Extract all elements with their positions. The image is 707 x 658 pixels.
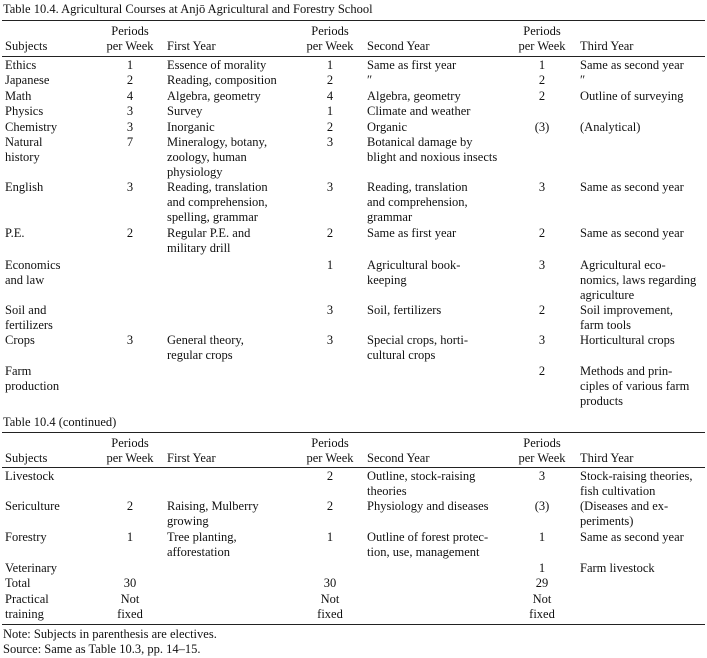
first-year-cell: Essence of morality [167,58,267,72]
periods-cell: 1 [326,258,334,272]
first-year-cell: Algebra, geometry [167,89,261,103]
first-year-cell: Regular P.E. and military drill [167,226,251,255]
periods-cell: 3 [326,135,334,149]
table-top-rule [2,20,705,21]
periods-cell: (3) [534,120,550,134]
subject-cell: Physics [5,104,44,118]
first-year-cell: Raising, Mulberry growing [167,499,259,528]
third-year-cell: ″ [580,73,586,87]
second-year-cell: Physiology and diseases [367,499,489,513]
third-year-cell: (Diseases and ex- periments) [580,499,669,528]
periods-cell: Not fixed [529,592,555,621]
header-second-year: Second Year [367,451,430,465]
periods-cell: 4 [326,89,334,103]
second-year-cell: Same as first year [367,226,457,240]
header-periods-first: Periods per Week [106,436,154,465]
second-year-cell: Same as first year [367,58,457,72]
header-periods-second: Periods per Week [306,436,354,465]
periods-cell: 3 [326,303,334,317]
subject-cell: Japanese [5,73,50,87]
header-subjects: Subjects [5,451,48,465]
periods-cell: 2 [326,469,334,483]
table-source: Source: Same as Table 10.3, pp. 14–15. [3,642,201,656]
periods-cell: 1 [126,58,134,72]
periods-cell: 3 [126,180,134,194]
periods-cell: 1 [326,530,334,544]
periods-cell: 3 [126,333,134,347]
first-year-cell: Inorganic [167,120,215,134]
second-year-cell: Agricultural book- keeping [367,258,461,287]
header-first-year: First Year [167,451,216,465]
periods-cell: 3 [326,180,334,194]
periods-cell: 1 [326,58,334,72]
third-year-cell: Same as second year [580,180,684,194]
header-bottom-rule [2,56,705,57]
header-periods-third: Periods per Week [518,24,566,53]
periods-cell: 3 [538,258,546,272]
first-year-cell: General theory, regular crops [167,333,244,362]
periods-cell: 2 [538,226,546,240]
third-year-cell: Agricultural eco- nomics, laws regarding agriculture [580,258,697,302]
periods-cell: 29 [535,576,549,590]
periods-cell: 3 [126,104,134,118]
second-year-cell: Outline, stock-raising theories [367,469,476,498]
table2-header-bottom-rule [2,467,705,468]
periods-cell: 3 [326,333,334,347]
periods-cell: (3) [534,499,550,513]
third-year-cell: Farm livestock [580,561,655,575]
periods-cell: 2 [326,226,334,240]
periods-cell: 2 [538,303,546,317]
subject-cell: Chemistry [5,120,58,134]
first-year-cell: Reading, composition [167,73,277,87]
periods-cell: 1 [326,104,334,118]
third-year-cell: Outline of surveying [580,89,684,103]
header-periods-first: Periods per Week [106,24,154,53]
subject-cell: Farm production [5,364,60,393]
periods-cell: 1 [538,561,546,575]
subject-cell: Ethics [5,58,37,72]
periods-cell: 2 [538,364,546,378]
first-year-cell: Survey [167,104,203,118]
header-periods-second: Periods per Week [306,24,354,53]
periods-cell: 4 [126,89,134,103]
subject-cell: Economics and law [5,258,61,287]
first-year-cell: Tree planting, afforestation [167,530,237,559]
periods-cell: 3 [538,469,546,483]
table2-top-rule [2,432,705,433]
third-year-cell: Same as second year [580,530,684,544]
header-third-year: Third Year [580,451,634,465]
subject-cell: Livestock [5,469,55,483]
periods-cell: 3 [538,180,546,194]
periods-cell: 2 [126,499,134,513]
second-year-cell: Climate and weather [367,104,471,118]
periods-cell: 1 [126,530,134,544]
periods-cell: 2 [538,89,546,103]
third-year-cell: Horticultural crops [580,333,675,347]
periods-cell: 30 [323,576,337,590]
header-periods-third: Periods per Week [518,436,566,465]
second-year-cell: ″ [367,73,373,87]
table-caption: Table 10.4. Agricultural Courses at Anjō Agricultural and Forestry School [3,2,373,16]
subject-cell: Crops [5,333,35,347]
third-year-cell: Same as second year [580,226,684,240]
periods-cell: 1 [538,58,546,72]
periods-cell: 2 [126,226,134,240]
periods-cell: 3 [126,120,134,134]
header-first-year: First Year [167,39,216,53]
third-year-cell: (Analytical) [580,120,641,134]
second-year-cell: Soil, fertilizers [367,303,442,317]
third-year-cell: Soil improvement, farm tools [580,303,674,332]
first-year-cell: Reading, translation and comprehension, spelling, grammar [167,180,268,224]
periods-cell: 7 [126,135,134,149]
first-year-cell: Mineralogy, botany, zoology, human physiology [167,135,268,179]
periods-cell: 1 [538,530,546,544]
second-year-cell: Reading, translation and comprehension, grammar [367,180,468,224]
third-year-cell: Stock-raising theories, fish cultivation [580,469,693,498]
subject-cell: P.E. [5,226,25,240]
subject-cell: Total [5,576,31,590]
periods-cell: Not fixed [317,592,343,621]
subject-cell: English [5,180,44,194]
header-second-year: Second Year [367,39,430,53]
periods-cell: 2 [326,499,334,513]
third-year-cell: Methods and prin- ciples of various farm products [580,364,690,408]
second-year-cell: Outline of forest protec- tion, use, management [367,530,489,559]
header-subjects: Subjects [5,39,48,53]
subject-cell: Natural history [5,135,43,164]
table2-bottom-rule [2,624,705,625]
subject-cell: Practical training [5,592,49,621]
subject-cell: Math [5,89,32,103]
second-year-cell: Algebra, geometry [367,89,461,103]
header-third-year: Third Year [580,39,634,53]
table-caption-continued: Table 10.4 (continued) [3,415,117,429]
periods-cell: Not fixed [117,592,143,621]
periods-cell: 2 [326,120,334,134]
subject-cell: Veterinary [5,561,58,575]
subject-cell: Soil and fertilizers [5,303,53,332]
third-year-cell: Same as second year [580,58,684,72]
second-year-cell: Special crops, horti- cultural crops [367,333,469,362]
periods-cell: 3 [538,333,546,347]
periods-cell: 30 [123,576,137,590]
subject-cell: Forestry [5,530,47,544]
second-year-cell: Organic [367,120,408,134]
second-year-cell: Botanical damage by blight and noxious insects [367,135,498,164]
table-note: Note: Subjects in parenthesis are electives. [3,627,217,641]
periods-cell: 2 [126,73,134,87]
periods-cell: 2 [326,73,334,87]
subject-cell: Sericulture [5,499,60,513]
periods-cell: 2 [538,73,546,87]
